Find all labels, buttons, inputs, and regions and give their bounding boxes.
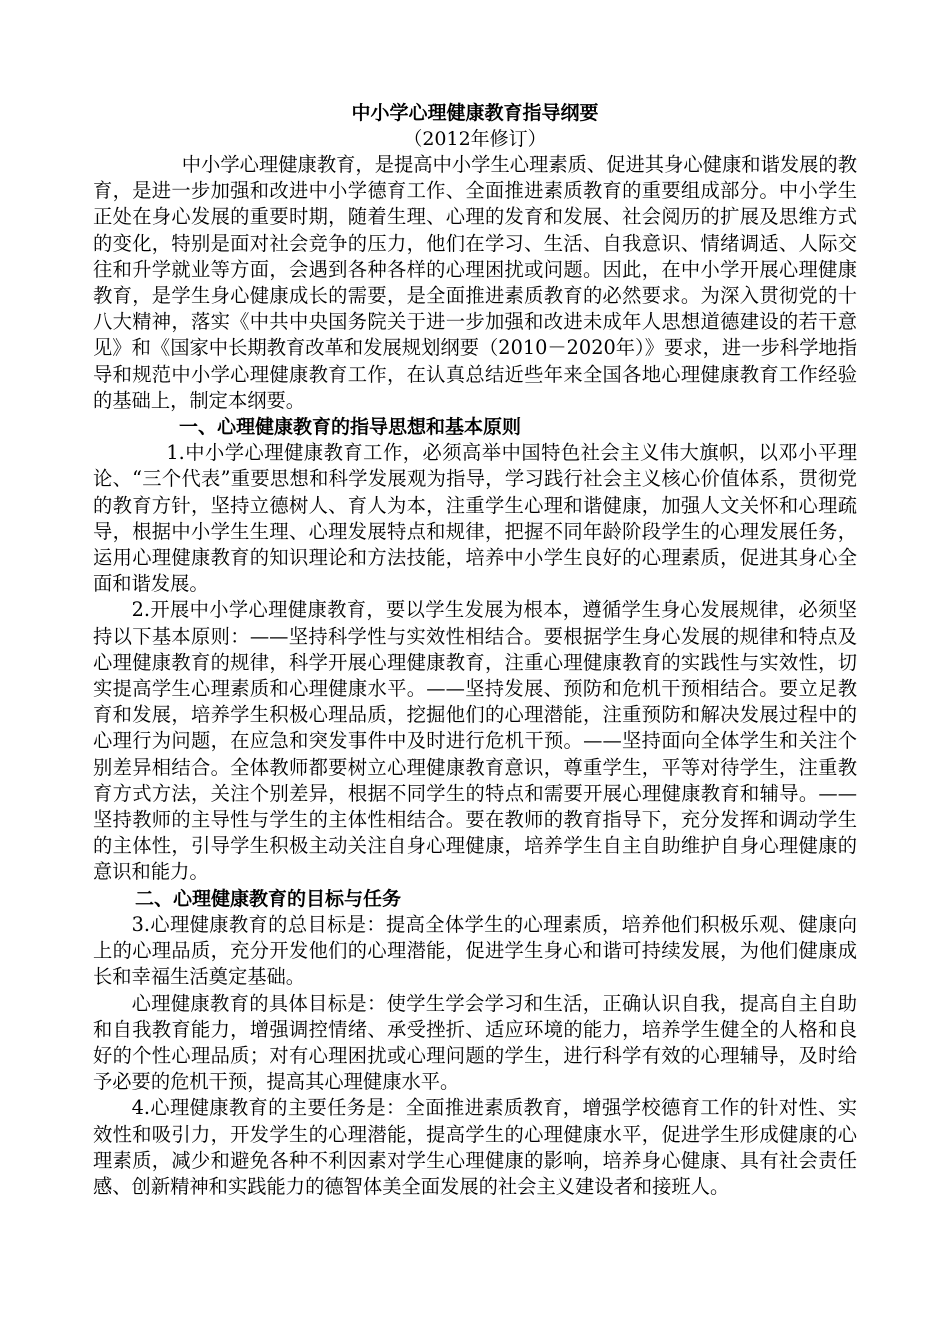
document-page (93, 100, 857, 1200)
paragraph-1: 1.中小学心理健康教育工作，必须高举中国特色社会主义伟大旗帜，以邓小平理论、“三个代表”重要思想和科学发展观为指导，学习践行社会主义核心价值体系，贯彻党的教育方针，坚持立德树人、育人为本，注重学生心理和谐健康，加强人文关怀和心理疏导，根据中小学生生理、心理发展特点和规律，把握不同年龄阶段学生的心理发展任务，运用心理健康教育的知识理论和方法技能，培养中小学生良好的心理素质，促进其身心全面和谐发展。 (93, 441, 857, 596)
paragraph-3-specific: 心理健康教育的具体目标是：使学生学会学习和生活，正确认识自我，提高自主自助和自我教育能力，增强调控情绪、承受挫折、适应环境的能力，培养学生健全的人格和良好的个性心理品质；对有心理困扰或心理问题的学生，进行科学有效的心理辅导，及时给予必要的危机干预，提高其心理健康水平。 (93, 991, 857, 1094)
paragraph-4: 4.心理健康教育的主要任务是：全面推进素质教育，增强学校德育工作的针对性、实效性和吸引力，开发学生的心理潜能，提高学生的心理健康水平，促进学生形成健康的心理素质，减少和避免各种不利因素对学生心理健康的影响，培养身心健康、具有社会责任感、创新精神和实践能力的德智体美全面发展的社会主义建设者和接班人。 (93, 1096, 857, 1198)
intro-paragraph: 中小学心理健康教育，是提高中小学生心理素质、促进其身心健康和谐发展的教育，是进一步加强和改进中小学德育工作、全面推进素质教育的重要组成部分。中小学生正处在身心发展的重要时期，随着生理、心理的发育和发展、社会阅历的扩展及思维方式的变化，特别是面对社会竞争的压力，他们在学习、生活、自我意识、情绪调适、人际交往和升学就业等方面，会遇到各种各样的心理困扰或问题。因此，在中小学开展心理健康教育，是学生身心健康成长的需要，是全面推进素质教育的必然要求。为深入贯彻党的十八大精神，落实《中共中央国务院关于进一步加强和改进未成年人思想道德建设的若干意见》和《国家中长期教育改革和发展规划纲要（2010－2020年）》要求，进一步科学地指导和规范中小学心理健康教育工作，在认真总结近些年来全国各地心理健康教育工作经验的基础上，制定本纲要。 (93, 153, 857, 412)
section-heading-goals: 二、心理健康教育的目标与任务 (135, 887, 402, 910)
document-title: 中小学心理健康教育指导纲要 (351, 102, 599, 124)
paragraph-2: 2.开展中小学心理健康教育，要以学生发展为根本，遵循学生身心发展规律，必须坚持以下基本原则：——坚持科学性与实效性相结合。要根据学生身心发展的规律和特点及心理健康教育的规律，科学开展心理健康教育，注重心理健康教育的实践性与实效性，切实提高学生心理素质和心理健康水平。——坚持发展、预防和危机干预相结合。要立足教育和发展，培养学生积极心理品质，挖掘他们的心理潜能，注重预防和解决发展过程中的心理行为问题，在应急和突发事件中及时进行危机干预。——坚持面向全体学生和关注个别差异相结合。全体教师都要树立心理健康教育意识，尊重学生，平等对待学生，注重教育方式方法，关注个别差异，根据不同学生的特点和需要开展心理健康教育和辅导。——坚持教师的主导性与学生的主体性相结合。要在教师的教育指导下，充分发挥和调动学生的主体性，引导学生积极主动关注自身心理健康，培养学生自主自助维护自身心理健康的意识和能力。 (93, 598, 857, 884)
document-subtitle: （2012年修订） (403, 128, 547, 150)
paragraph-3: 3.心理健康教育的总目标是：提高全体学生的心理素质，培养他们积极乐观、健康向上的心理品质，充分开发他们的心理潜能，促进学生身心和谐可持续发展，为他们健康成长和幸福生活奠定基础。 (93, 912, 857, 989)
section-heading-principles: 一、心理健康教育的指导思想和基本原则 (179, 416, 522, 439)
